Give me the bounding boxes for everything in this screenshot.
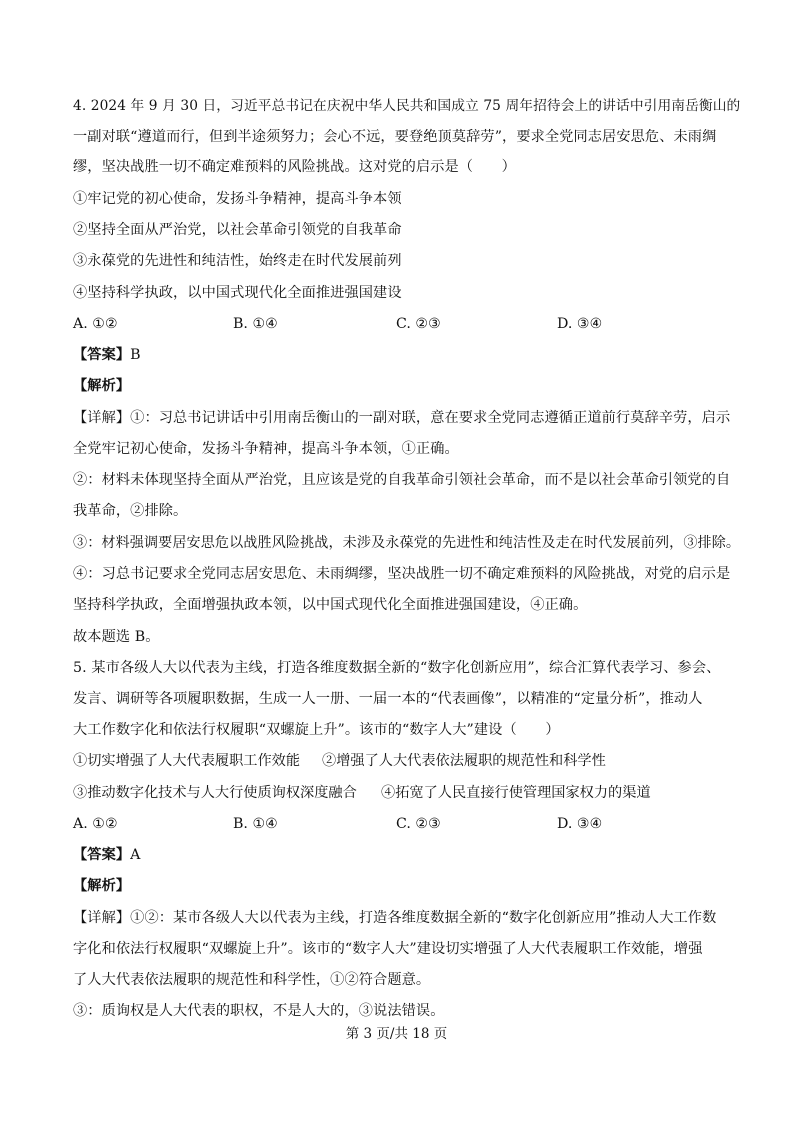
q4-stem-line-2: 一副对联“遵道而行，但到半途须努力；会心不远，要登绝顶莫辞劳”，要求全党同志居安思危、未雨绸 <box>73 129 717 145</box>
q5-answer-value: A <box>130 847 141 863</box>
q4-option-d: D. ③④ <box>557 316 603 332</box>
q5-stem-line-3: 大工作数字化和依法行权履职“双螺旋上升”。该市的“数字人大”建设（ ） <box>73 722 560 738</box>
q4-detail-line-8: 故本题选 B。 <box>73 629 160 645</box>
q4-detail-line-5: ③：材料强调要居安思危以战胜风险挑战，未涉及永葆党的先进性和纯洁性及走在时代发展前列，③排除。 <box>73 535 741 551</box>
q4-item-2: ②坚持全面从严治党，以社会革命引领党的自我革命 <box>73 222 402 238</box>
q5-stem-line-1: 5. 某市各级人大以代表为主线，打造各维度数据全新的“数字化创新应用”，综合汇算代表学习、参会、 <box>73 660 721 676</box>
q5-detail-line-1: 【详解】①②：某市各级人大以代表为主线，打造各维度数据全新的“数字化创新应用”推动人大工作数 <box>73 910 717 926</box>
q5-analysis-label: 【解析】 <box>73 878 131 894</box>
q4-detail-line-3: ②：材料未体现坚持全面从严治党，且应该是党的自我革命引领社会革命，而不是以社会革命引领党的自 <box>73 472 731 488</box>
q5-item-3: ③推动数字化技术与人大行使质询权深度融合 <box>73 785 357 801</box>
q5-detail-line-2: 字化和依法行权履职“双螺旋上升”。该市的“数字人大”建设切实增强了人大代表履职工作效能，增强 <box>73 941 703 957</box>
q4-answer-value: B <box>130 347 141 363</box>
q4-answer-label: 【答案】 <box>73 347 131 363</box>
q5-option-a: A. ①② <box>73 816 118 832</box>
q5-option-c: C. ②③ <box>396 816 441 832</box>
q5-detail-line-3: 了人大代表依法履职的规范性和科学性，①②符合题意。 <box>73 972 431 988</box>
q4-item-3: ③永葆党的先进性和纯洁性，始终走在时代发展前列 <box>73 253 402 269</box>
q5-stem-line-2: 发言、调研等各项履职数据，生成一人一册、一届一本的“代表画像”，以精准的“定量分析”，推动人 <box>73 691 703 707</box>
page-number-footer: 第 3 页/共 18 页 <box>345 1026 448 1042</box>
q4-detail-line-4: 我革命，②排除。 <box>73 503 188 519</box>
q4-item-4: ④坚持科学执政，以中国式现代化全面推进强国建设 <box>73 285 402 301</box>
q4-option-c: C. ②③ <box>396 316 441 332</box>
q5-item-1: ①切实增强了人大代表履职工作效能 <box>73 753 301 769</box>
q4-option-a: A. ①② <box>73 316 118 332</box>
q5-detail-line-4: ③：质询权是人大代表的职权，不是人大的，③说法错误。 <box>73 1003 445 1019</box>
q4-item-1: ①牢记党的初心使命，发扬斗争精神，提高斗争本领 <box>73 191 402 207</box>
q4-detail-line-7: 坚持科学执政，全面增强执政本领，以中国式现代化全面推进强国建设，④正确。 <box>73 597 588 613</box>
q4-option-b: B. ①④ <box>233 316 278 332</box>
q4-answer <box>73 345 141 365</box>
q4-detail-line-2: 全党牢记初心使命，发扬斗争精神，提高斗争本领，①正确。 <box>73 441 459 457</box>
q5-option-b: B. ①④ <box>233 816 278 832</box>
q5-item-2: ②增强了人大代表依法履职的规范性和科学性 <box>322 753 606 769</box>
q5-answer-label: 【答案】 <box>73 847 131 863</box>
q4-detail-line-6: ④：习总书记要求全党同志居安思危、未雨绸缪，坚决战胜一切不确定难预料的风险挑战，对党的启示是 <box>73 566 731 582</box>
q4-analysis-label: 【解析】 <box>73 378 131 394</box>
q5-answer <box>73 845 141 865</box>
q4-stem-line-1: 4. 2024 年 9 月 30 日，习近平总书记在庆祝中华人民共和国成立 75 周年招待会上的讲话中引用南岳衡山的 <box>73 98 741 114</box>
q5-option-d: D. ③④ <box>557 816 603 832</box>
q4-stem-line-3: 缪，坚决战胜一切不确定难预料的风险挑战。这对党的启示是（ ） <box>73 159 516 175</box>
q5-item-4: ④拓宽了人民直接行使管理国家权力的渠道 <box>381 785 651 801</box>
q4-detail-line-1: 【详解】①：习总书记讲话中引用南岳衡山的一副对联，意在要求全党同志遵循正道前行莫辞辛劳，启示 <box>73 410 731 426</box>
